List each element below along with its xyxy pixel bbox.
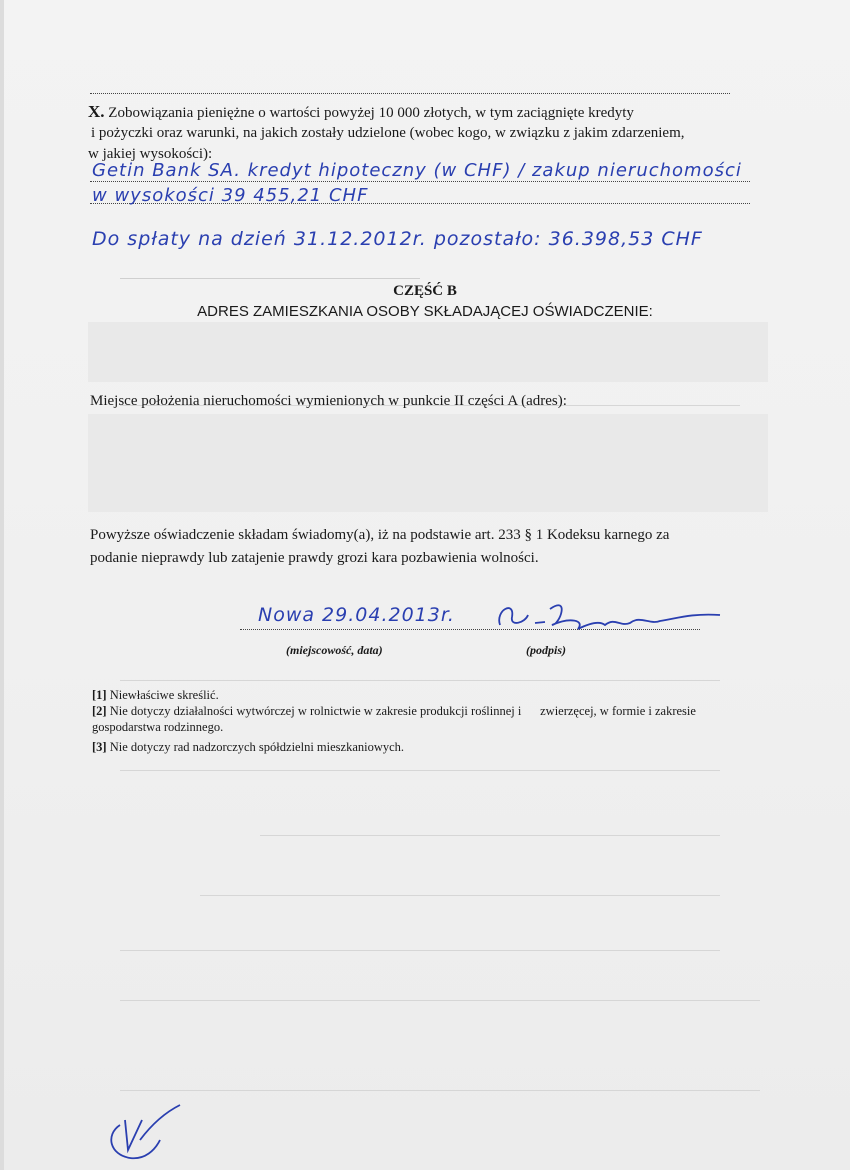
bleed-through-line [260,825,720,836]
section-x-text1: Zobowiązania pieniężne o wartości powyżej 10 000 złotych, w tym zaciągnięte kredyty [108,105,634,121]
bleed-through-line [120,940,720,951]
footnote-2 [92,703,696,719]
footnote-number: [3] [92,740,107,754]
footnote-2-cont: gospodarstwa rodzinnego. [92,720,224,734]
bleed-through-line [120,990,760,1001]
redacted-property-address [88,414,768,512]
bleed-through-line [120,670,720,681]
handwritten-signature [490,595,730,640]
bleed-through-line [120,760,720,771]
separator-dotted-line [90,93,730,94]
footnote-3 [92,739,404,755]
footnote-text: Nie dotyczy działalności wytwórczej w rolnictwie w zakresie produkcji roślinnej i zwierzęcej, w formie i zakresie [109,704,696,718]
handwritten-answer-3: Do spłaty na dzień 31.12.2012r. pozostało: 36.398,53 CHF [92,228,703,250]
section-x-number: X. [88,102,105,121]
handwritten-answer-2: w wysokości 39 455,21 CHF [92,185,369,206]
bleed-through-line [120,268,420,279]
property-location-label: Miejsce położenia nieruchomości wymienionych w punkcie II części A (adres): [90,393,567,409]
section-x-line3: w jakiej wysokości): [88,146,213,162]
redacted-address [88,322,768,382]
part-b-title: CZĘŚĆ B [393,283,457,299]
footnote-number: [2] [92,704,107,718]
footnote-1 [92,687,219,703]
section-x-line2: i pożyczki oraz warunki, na jakich zostały udzielone (wobec kogo, w związku z jakim zdarzeniem, [91,125,685,141]
place-date-label: (miejscowość, data) [286,643,383,657]
declaration-line1: Powyższe oświadczenie składam świadomy(a), iż na podstawie art. 233 § 1 Kodeksu karnego za [90,527,670,543]
footnote-text: Niewłaściwe skreślić. [109,688,219,702]
section-x-line1 [88,102,634,123]
page-edge [0,0,4,1170]
bleed-through-line [200,885,720,896]
footnote-number: [1] [92,688,107,702]
answer-dotted-line-1 [90,181,750,182]
declaration-line2: podanie nieprawdy lub zatajenie prawdy grozi kara pozbawienia wolności. [90,550,539,566]
handwritten-initials [100,1100,190,1165]
handwritten-place-date: Nowa 29.04.2013r. [258,604,455,626]
handwritten-answer-1: Getin Bank SA. kredyt hipoteczny (w CHF) / zakup nieruchomości [92,160,742,181]
bleed-through-line [120,1080,760,1091]
part-b-subtitle: ADRES ZAMIESZKANIA OSOBY SKŁADAJĄCEJ OŚWIADCZENIE: [197,303,653,320]
footnote-text: Nie dotyczy rad nadzorczych spółdzielni mieszkaniowych. [109,740,405,754]
signature-label: (podpis) [526,643,566,657]
